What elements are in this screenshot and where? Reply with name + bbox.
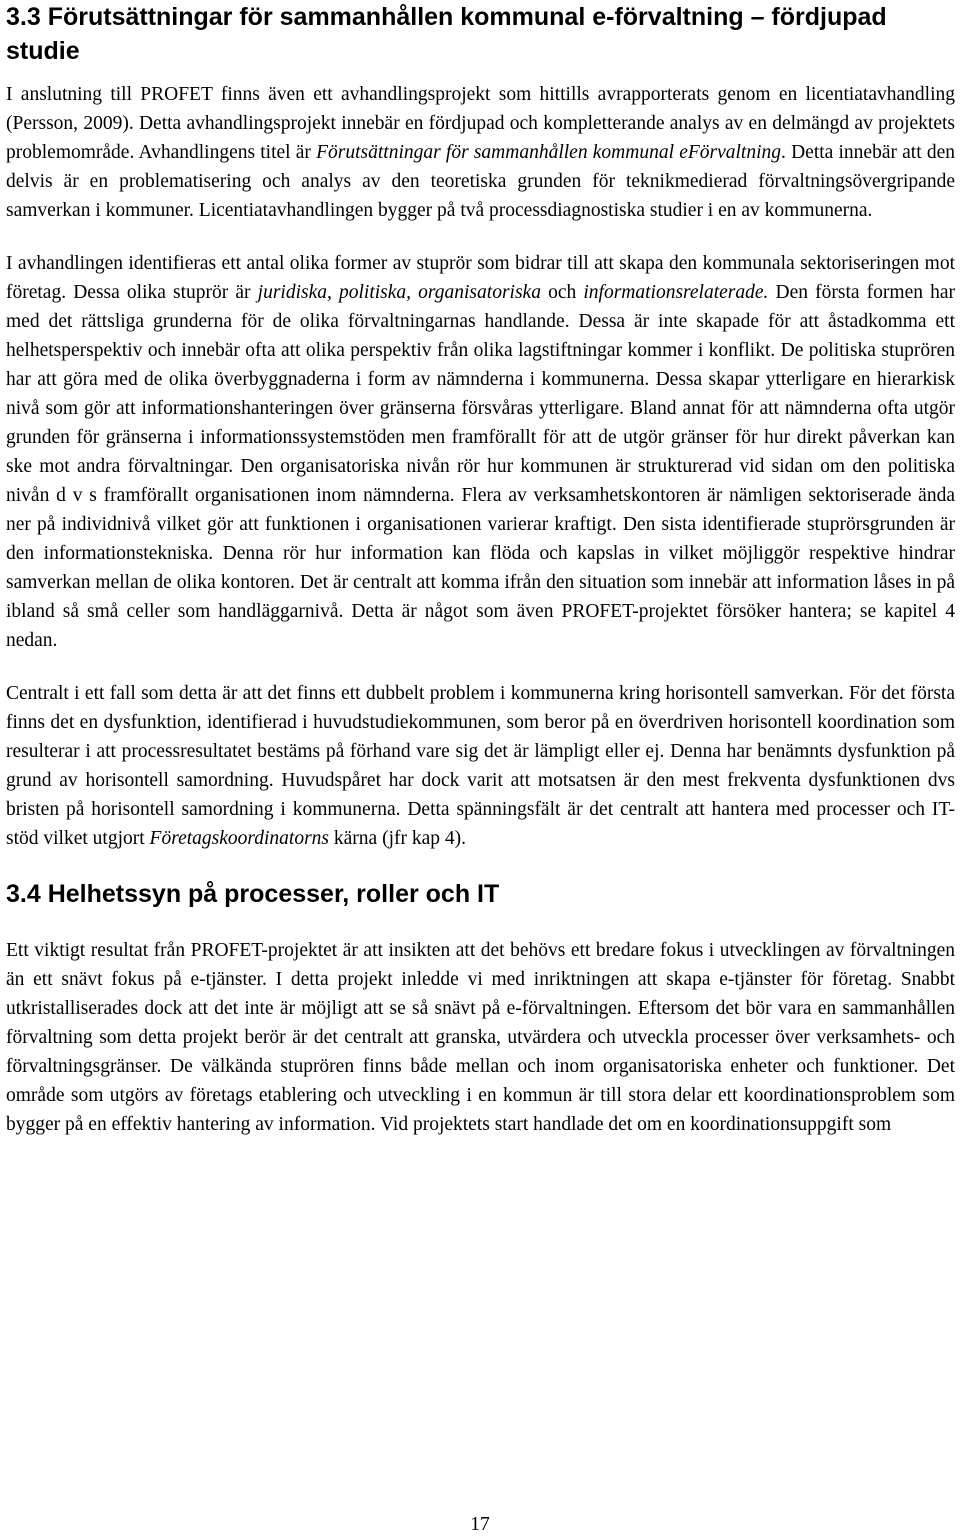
paragraph-text: . Detta innebär att den delvis är en problematisering och analys av den teoretiska grunden för teknikmedierad förvaltningsövergripande samverkan i kommuner. Licentiatavhandlingen bygger på två processdiagnostiska studier i en av kommunerna. xyxy=(6,142,955,221)
italic-term: juridiska, politiska, organisatoriska xyxy=(257,282,541,303)
section-heading-3-4: 3.4 Helhetssyn på processer, roller och IT xyxy=(6,880,500,908)
thesis-title: Förutsättningar för sammanhållen kommunal eFörvaltning xyxy=(316,142,782,163)
paragraph-text: kärna (jfr kap 4). xyxy=(329,828,467,849)
italic-term: Företagskoordinatorns xyxy=(149,828,330,849)
paragraph-text: I avhandlingen identifieras ett antal olika former av stuprör som bidrar till att skapa den kommunala sektoriseringen mot företag. Dessa olika stuprör är xyxy=(6,253,955,303)
paragraph-text: Den första formen har med det rättsliga grunderna för de olika förvaltningarnas handlande. Dessa är inte skapade för att åstadkomma ett helhetsperspektiv och innebär ofta att olika perspektiv från olika lagstiftningar kommer i konflikt. De politiska stuprören har att göra med de olika överbyggnaderna i form av nämnderna i kommunerna. Dessa skapar ytterligare en hierarkisk nivå som gör att informationshanteringen över gränserna försvåras ytterligare. Bland annat för att nämnderna ofta utgör grunden för gränserna i informationssystemstöden men framförallt för att de utgör gränser för hur direkt påverkan kan ske mot andra förvaltningar. Den organisatoriska nivån rör hur kommunen är strukturerad vid sidan om den politiska nivån d v s framförallt organisationen inom nämnderna. Flera av verksamhetskontoren är nämligen sektoriserade ända ner på individnivå vilket gör att funktionen i organisationen varierar kraftigt. Den sista identifierade stuprörsgrunden är den informationstekniska. Denna rör hur information kan flöda och kapslas in vilket möjliggör respektive hindrar samverkan mellan de olika kontoren. Det är centralt att komma ifrån den situation som innebär att information låses in på ibland så små celler som handläggarnivå. Detta är något som även PROFET-projektet försöker hantera; se kapitel 4 nedan. xyxy=(6,282,956,651)
paragraph-horizontal-collaboration xyxy=(6,679,955,853)
paragraph-stovepipes xyxy=(6,249,955,655)
paragraph-text: I anslutning till PROFET finns även ett avhandlingsprojekt som hittills avrapporterats genom en licentiatavhandling (Persson, 2009). Detta avhandlingsprojekt innebär en fördjupad och kompletterande analys av en delmängd av projektets problemområde. Avhandlingens titel är xyxy=(6,84,955,163)
page-number: 17 xyxy=(470,1514,490,1535)
paragraph-licentiate xyxy=(6,80,955,225)
paragraph-text: Centralt i ett fall som detta är att det finns ett dubbelt problem i kommunerna kring horisontell samverkan. För det första finns det en dysfunktion, identifierad i huvudstudiekommunen, som beror på en överdriven horisontell koordination som resulterar i att processresultatet bestäms på förhand vare sig det är lämpligt eller ej. Denna har benämnts dysfunktion på grund av horisontell samordning. Huvudspåret har dock varit att motsatsen är den mest frekventa dysfunktionen dvs bristen på horisontell samordning i kommunerna. Detta spänningsfält är det centralt att hantera med processer och IT-stöd vilket utgjort xyxy=(6,683,955,849)
section-heading-3-3: 3.3 Förutsättningar för sammanhållen kommunal e-förvaltning – fördjupad studie xyxy=(6,3,887,65)
italic-term: informationsrelaterade. xyxy=(583,282,769,303)
paragraph-holistic-view: Ett viktigt resultat från PROFET-projektet är att insikten att det behövs ett bredare fokus i utvecklingen av förvaltningen än ett snävt fokus på e-tjänster. I detta projekt inledde vi med inriktningen att skapa e-tjänster för företag. Snabbt utkristalliserades dock att det inte är möjligt att se så snävt på e-förvaltningen. Eftersom det bör vara en sammanhållen förvaltning som detta projekt berör är det centralt att granska, utvärdera och utveckla processer över verksamhets- och förvaltningsgränser. De välkända stuprören finns både mellan och inom organisatoriska enheter och funktioner. Det område som utgörs av företags etablering och utveckling i en kommun är till stora delar ett koordinationsproblem som bygger på en effektiv hantering av information. Vid projektets start handlade det om en koordinationsuppgift som xyxy=(6,940,955,1135)
document-page xyxy=(6,0,955,1139)
paragraph-text: och xyxy=(540,282,584,303)
